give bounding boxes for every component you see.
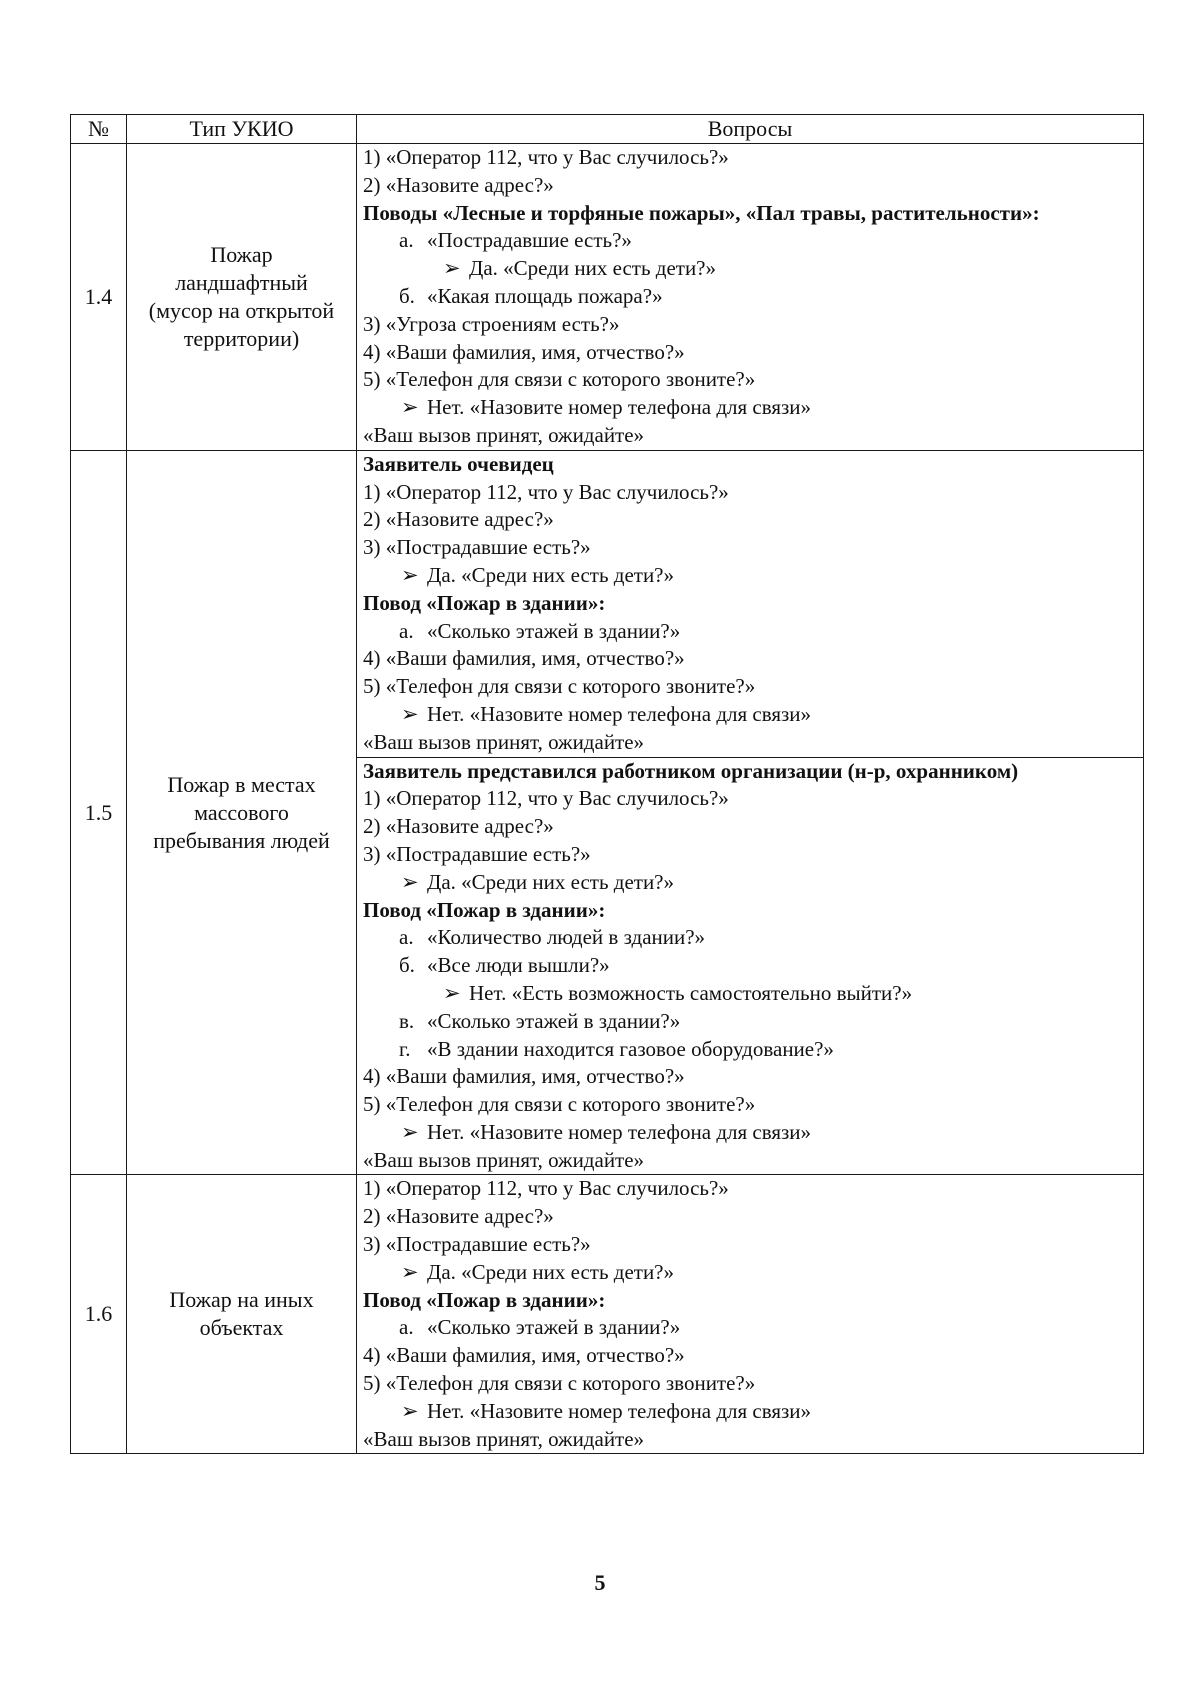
question-line — [363, 1426, 1137, 1454]
question-text: Поводы «Лесные и торфяные пожары», «Пал травы, растительности»: — [363, 200, 1040, 225]
questions-cell — [357, 144, 1144, 451]
table-row — [71, 1175, 1144, 1454]
question-line — [363, 869, 1137, 897]
question-line — [363, 144, 1137, 172]
incident-type-line: пребывания людей — [153, 827, 330, 853]
row-number: 1.6 — [71, 1175, 127, 1454]
incident-type-line: Пожар на иных — [169, 1287, 314, 1313]
question-text: Да. «Среди них есть дети?» — [427, 869, 675, 894]
question-line — [363, 394, 1137, 422]
question-line — [363, 673, 1137, 701]
question-text: «Сколько этажей в здании?» — [427, 1315, 681, 1340]
header-type: Тип УКИО — [127, 115, 357, 144]
question-line — [363, 813, 1137, 841]
question-text: Повод «Пожар в здании»: — [363, 897, 606, 922]
question-line — [363, 645, 1137, 673]
question-line — [363, 1036, 1137, 1064]
question-text: 4) «Ваши фамилия, имя, отчество?» — [363, 339, 685, 364]
question-text: 1) «Оператор 112, что у Вас случилось?» — [363, 786, 729, 811]
table-row — [71, 144, 1144, 451]
question-text: 2) «Назовите адрес?» — [363, 814, 554, 839]
incident-type — [127, 1175, 357, 1454]
section-heading — [363, 1287, 1137, 1315]
question-line — [363, 1342, 1137, 1370]
arrow-bullet-icon: ➢ — [401, 869, 419, 894]
question-text: «Сколько этажей в здании?» — [427, 1008, 681, 1033]
arrow-bullet-icon: ➢ — [401, 562, 419, 587]
question-text: Нет. «Назовите номер телефона для связи» — [427, 395, 812, 420]
question-line — [363, 1008, 1137, 1036]
question-text: 3) «Угроза строениям есть?» — [363, 311, 620, 336]
question-text: «Ваш вызов принят, ожидайте» — [363, 729, 645, 754]
question-line — [363, 1370, 1137, 1398]
question-text: 2) «Назовите адрес?» — [363, 507, 554, 532]
row-number: 1.4 — [71, 144, 127, 451]
arrow-bullet-icon: ➢ — [443, 256, 461, 281]
question-line — [363, 1259, 1137, 1287]
question-line — [363, 1314, 1137, 1342]
question-text: «Сколько этажей в здании?» — [427, 618, 681, 643]
incident-type-line: ландшафтный — [175, 269, 308, 295]
question-line — [363, 924, 1137, 952]
arrow-bullet-icon: ➢ — [401, 1119, 419, 1144]
arrow-bullet-icon: ➢ — [401, 1259, 419, 1284]
question-text: Заявитель представился работником организации (н-р, охранником) — [363, 758, 1019, 783]
question-line — [363, 506, 1137, 534]
question-text: 5) «Телефон для связи с которого звоните?» — [363, 367, 756, 392]
question-block — [363, 144, 1137, 450]
section-heading — [363, 200, 1137, 228]
header-num: № — [71, 115, 127, 144]
arrow-bullet-icon: ➢ — [401, 395, 419, 420]
question-line — [363, 283, 1137, 311]
incident-type-line: Пожар — [210, 241, 273, 267]
arrow-bullet-icon: ➢ — [401, 701, 419, 726]
question-text: 5) «Телефон для связи с которого звоните?» — [363, 674, 756, 699]
question-text: 3) «Пострадавшие есть?» — [363, 841, 591, 866]
question-line — [363, 980, 1137, 1008]
question-line — [363, 172, 1137, 200]
header-questions: Вопросы — [357, 115, 1144, 144]
question-text: 3) «Пострадавшие есть?» — [363, 535, 591, 560]
question-text: 4) «Ваши фамилия, имя, отчество?» — [363, 1064, 685, 1089]
question-line — [363, 1175, 1137, 1203]
question-line — [363, 1203, 1137, 1231]
incident-type-line: Пожар в местах — [167, 771, 316, 797]
list-marker: а. — [399, 618, 414, 643]
table-body — [71, 144, 1144, 1454]
question-line — [363, 1147, 1137, 1175]
question-line — [363, 1231, 1137, 1259]
question-text: Заявитель очевидец — [363, 451, 554, 476]
question-text: 4) «Ваши фамилия, имя, отчество?» — [363, 1343, 685, 1368]
list-marker: а. — [399, 925, 414, 950]
question-line — [363, 1398, 1137, 1426]
question-text: Повод «Пожар в здании»: — [363, 1287, 606, 1312]
question-line — [363, 422, 1137, 450]
question-text: 2) «Назовите адрес?» — [363, 172, 554, 197]
question-text: Нет. «Назовите номер телефона для связи» — [427, 1398, 812, 1423]
incident-type-line: объектах — [199, 1315, 284, 1341]
question-line — [363, 785, 1137, 813]
table-header-row — [71, 115, 1144, 144]
incident-type-line: (мусор на открытой — [148, 297, 335, 323]
question-line — [363, 1119, 1137, 1147]
incident-type-line: массового — [194, 799, 289, 825]
incident-type — [127, 450, 357, 1175]
question-text: Да. «Среди них есть дети?» — [469, 256, 717, 281]
question-line — [363, 1063, 1137, 1091]
incident-type — [127, 144, 357, 451]
question-line — [363, 534, 1137, 562]
question-block — [363, 1175, 1137, 1453]
question-text: Нет. «Назовите номер телефона для связи» — [427, 1119, 812, 1144]
question-line — [363, 227, 1137, 255]
question-text: «Пострадавшие есть?» — [427, 228, 632, 253]
question-text: «Количество людей в здании?» — [427, 925, 706, 950]
question-text: «Ваш вызов принят, ожидайте» — [363, 422, 645, 447]
section-heading — [363, 758, 1137, 786]
section-heading — [363, 590, 1137, 618]
question-text: 2) «Назовите адрес?» — [363, 1204, 554, 1229]
question-block — [363, 451, 1137, 757]
question-text: 1) «Оператор 112, что у Вас случилось?» — [363, 145, 729, 169]
question-line — [363, 255, 1137, 283]
list-marker: б. — [399, 953, 415, 978]
questions-cell — [357, 1175, 1144, 1454]
question-text: Да. «Среди них есть дети?» — [427, 1259, 675, 1284]
question-text: Повод «Пожар в здании»: — [363, 590, 606, 615]
question-line — [363, 479, 1137, 507]
question-text: «Какая площадь пожара?» — [427, 283, 663, 308]
question-line — [363, 729, 1137, 757]
question-line — [363, 311, 1137, 339]
question-line — [363, 841, 1137, 869]
list-marker: а. — [399, 228, 414, 253]
incident-type-line: территории) — [183, 325, 300, 351]
question-text: 5) «Телефон для связи с которого звоните?» — [363, 1092, 756, 1117]
question-text: 3) «Пострадавшие есть?» — [363, 1232, 591, 1257]
question-line — [363, 1091, 1137, 1119]
question-text: 1) «Оператор 112, что у Вас случилось?» — [363, 479, 729, 504]
question-line — [363, 562, 1137, 590]
question-text: «Ваш вызов принят, ожидайте» — [363, 1426, 645, 1451]
list-marker: в. — [399, 1008, 415, 1033]
arrow-bullet-icon: ➢ — [443, 980, 461, 1005]
row-number: 1.5 — [71, 450, 127, 1175]
question-line — [363, 701, 1137, 729]
question-text: Нет. «Назовите номер телефона для связи» — [427, 701, 812, 726]
question-line — [363, 952, 1137, 980]
question-line — [363, 339, 1137, 367]
question-text: 1) «Оператор 112, что у Вас случилось?» — [363, 1176, 729, 1201]
question-text: Да. «Среди них есть дети?» — [427, 562, 675, 587]
list-marker: б. — [399, 283, 415, 308]
question-text: «Ваш вызов принят, ожидайте» — [363, 1147, 645, 1172]
question-line — [363, 366, 1137, 394]
list-marker: г. — [399, 1036, 411, 1061]
question-text: «Все люди вышли?» — [427, 953, 610, 978]
question-text: 4) «Ваши фамилия, имя, отчество?» — [363, 646, 685, 671]
question-text: 5) «Телефон для связи с которого звоните?» — [363, 1371, 756, 1396]
list-marker: а. — [399, 1315, 414, 1340]
question-line — [363, 618, 1137, 646]
table-row — [71, 450, 1144, 1175]
section-heading — [363, 451, 1137, 479]
question-text: «В здании находится газовое оборудование?» — [427, 1036, 834, 1061]
page-number: 5 — [594, 1570, 606, 1595]
questions-table — [70, 114, 1144, 1454]
questions-cell — [357, 450, 1144, 1175]
question-text: Нет. «Есть возможность самостоятельно выйти?» — [469, 980, 913, 1005]
question-block — [357, 757, 1143, 1175]
arrow-bullet-icon: ➢ — [401, 1398, 419, 1423]
section-heading — [363, 897, 1137, 925]
